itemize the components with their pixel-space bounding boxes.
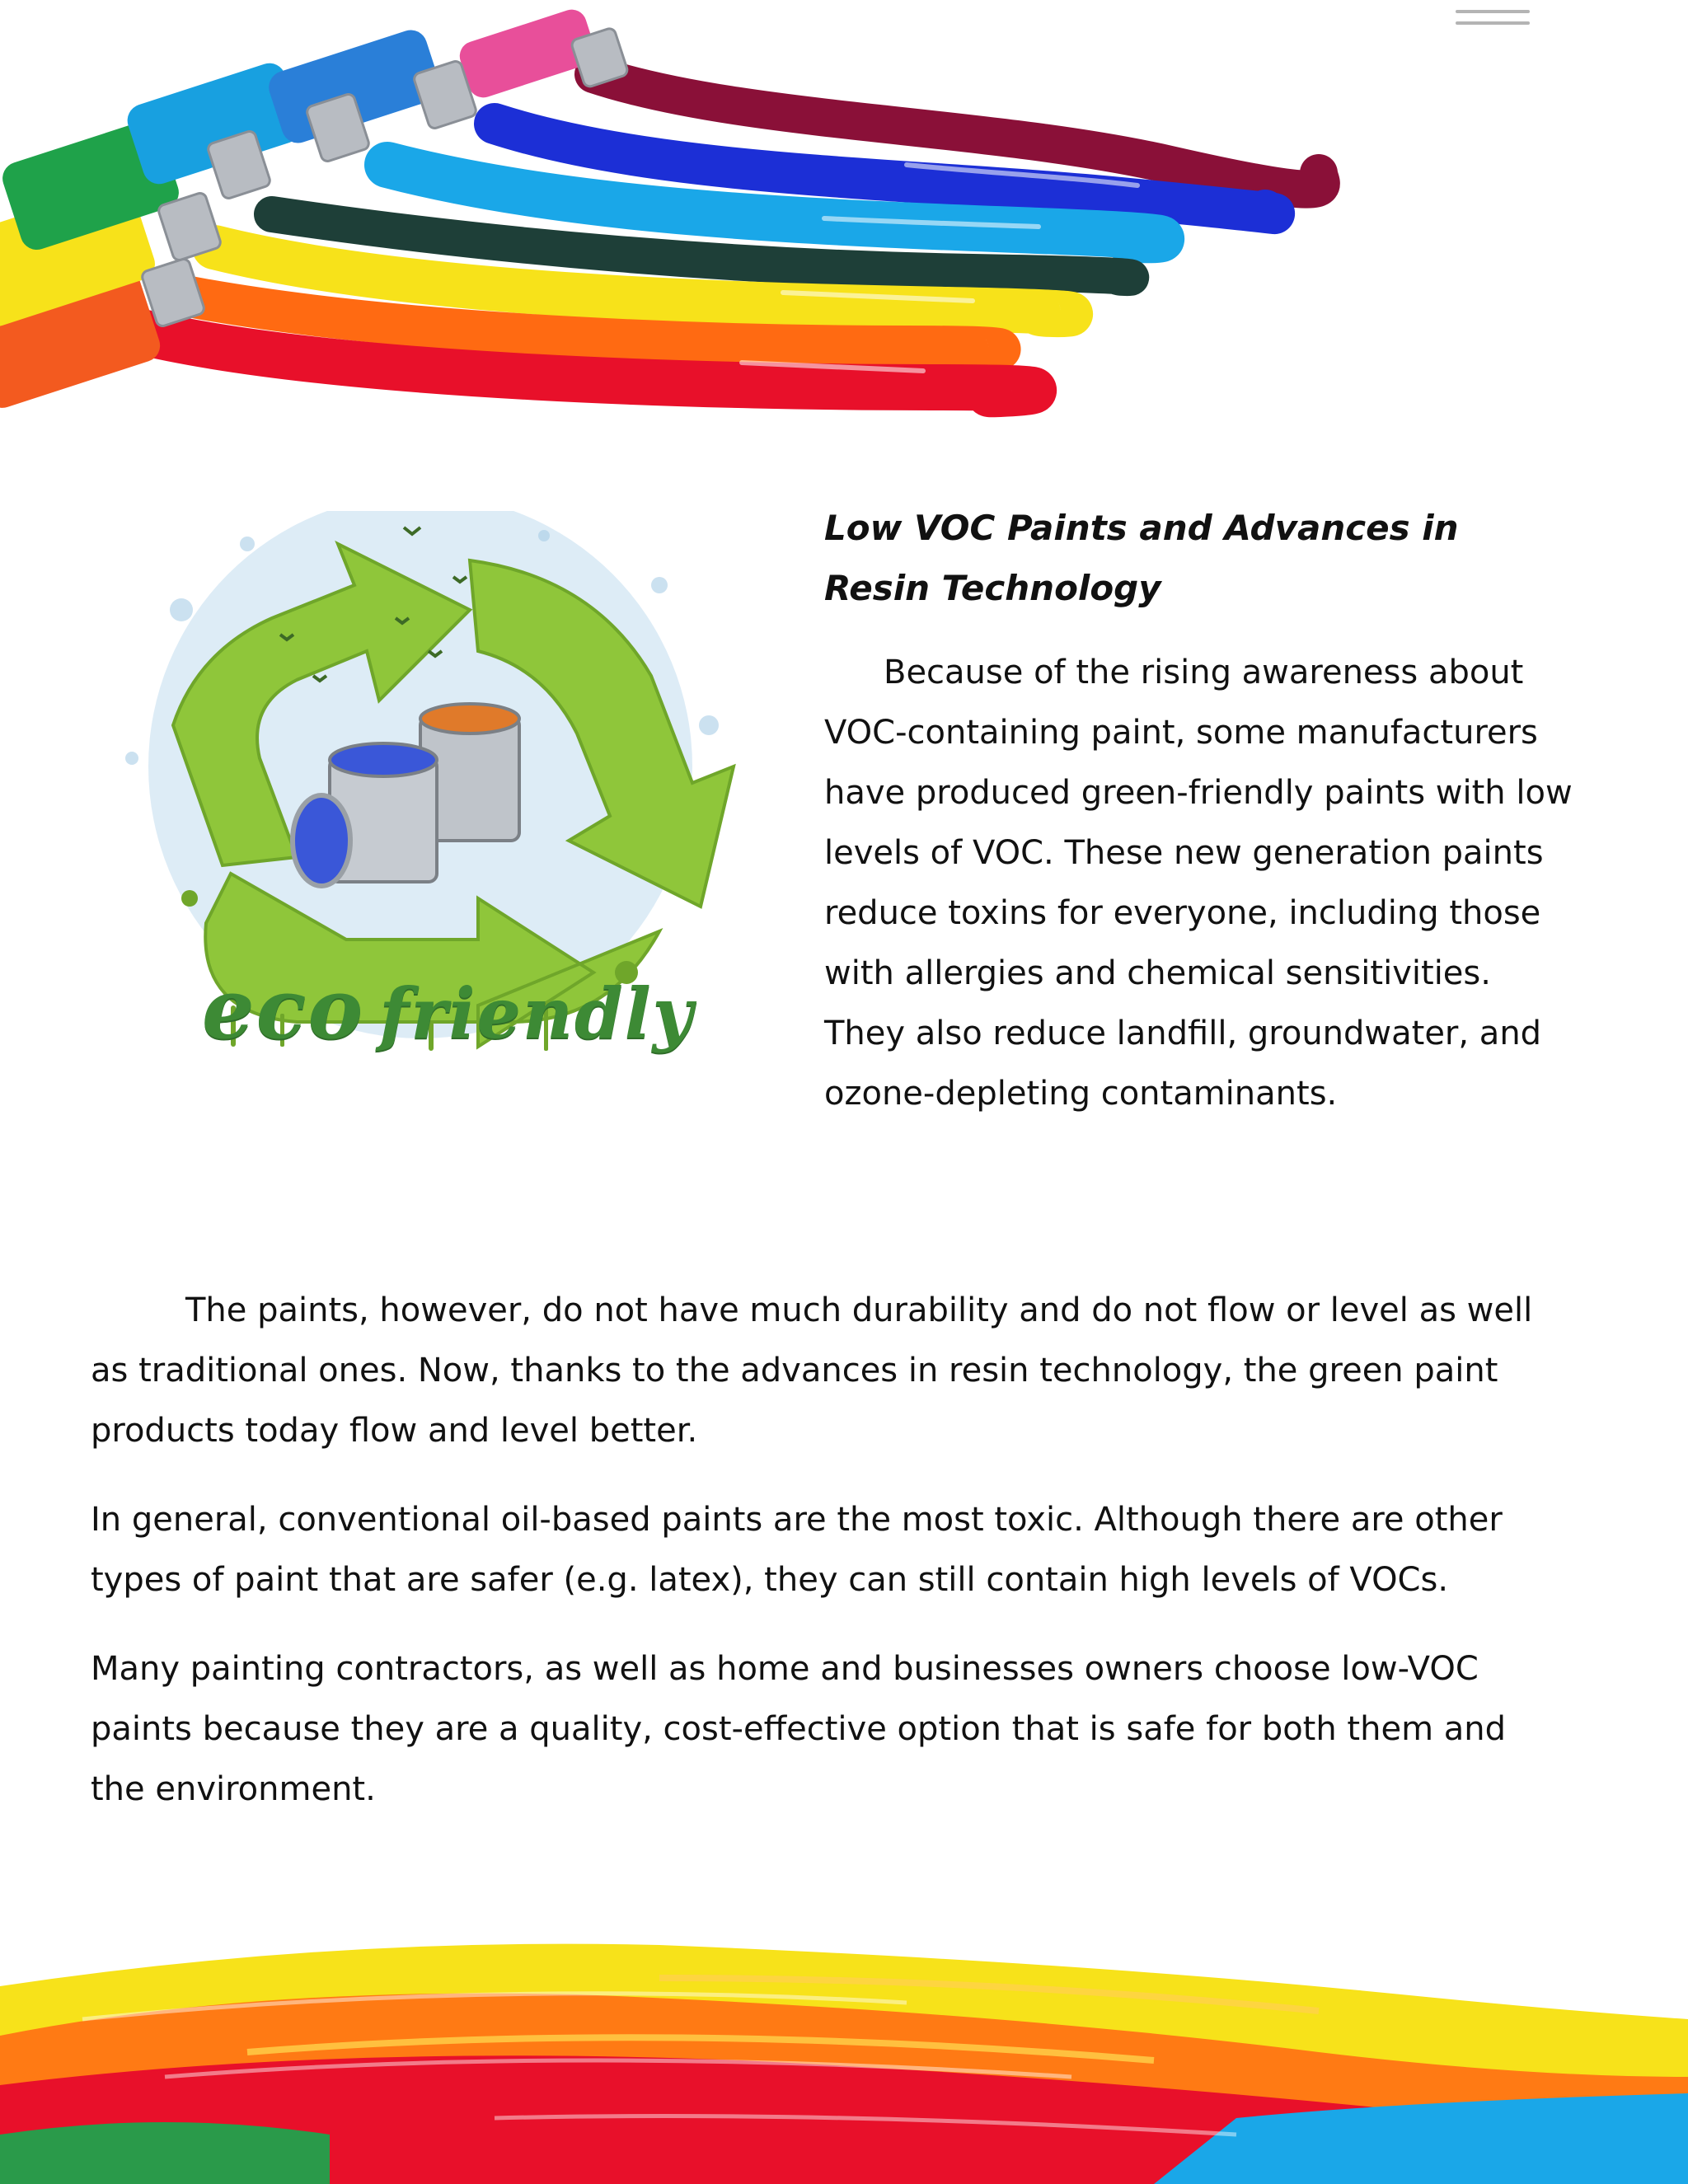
intro-paragraph: Because of the rising awareness about VOC-containing paint, some manufacturers have produced green-friendly paints with low levels of VOC. These new generation paints reduce toxins for everyone, including those with allergies and chemical sensitivities. They also reduce landfill, groundwater, and ozone-depleting contaminants. xyxy=(824,654,1573,1113)
footer-brush-strokes-image xyxy=(0,1887,1688,2184)
article-side-column xyxy=(824,498,1574,1124)
friendly-word: friendly xyxy=(379,972,695,1054)
hero-paint-tubes-image xyxy=(0,0,1688,462)
article-body xyxy=(91,1281,1541,1849)
body-paragraph-1: The paints, however, do not have much durability and do not flow or level as well as traditional ones. Now, thanks to the advances in resin technology, the green paint products today flow and level better. xyxy=(91,1291,1533,1450)
article-title: Low VOC Paints and Advances in Resin Technology xyxy=(824,508,1459,608)
body-paragraph-3: Many painting contractors, as well as home and businesses owners choose low-VOC paints because they are a quality, cost-effective option that is safe for both them and the environment. xyxy=(91,1650,1507,1808)
wallpaper-watermark xyxy=(1456,10,1530,25)
eco-word: eco xyxy=(202,960,365,1057)
body-paragraph-2: In general, conventional oil-based paints are the most toxic. Although there are other types of paint that are safer (e.g. latex), they can still contain high levels of VOCs. xyxy=(91,1501,1503,1599)
eco-friendly-image xyxy=(82,511,758,1137)
eco-friendly-label xyxy=(202,960,695,1057)
